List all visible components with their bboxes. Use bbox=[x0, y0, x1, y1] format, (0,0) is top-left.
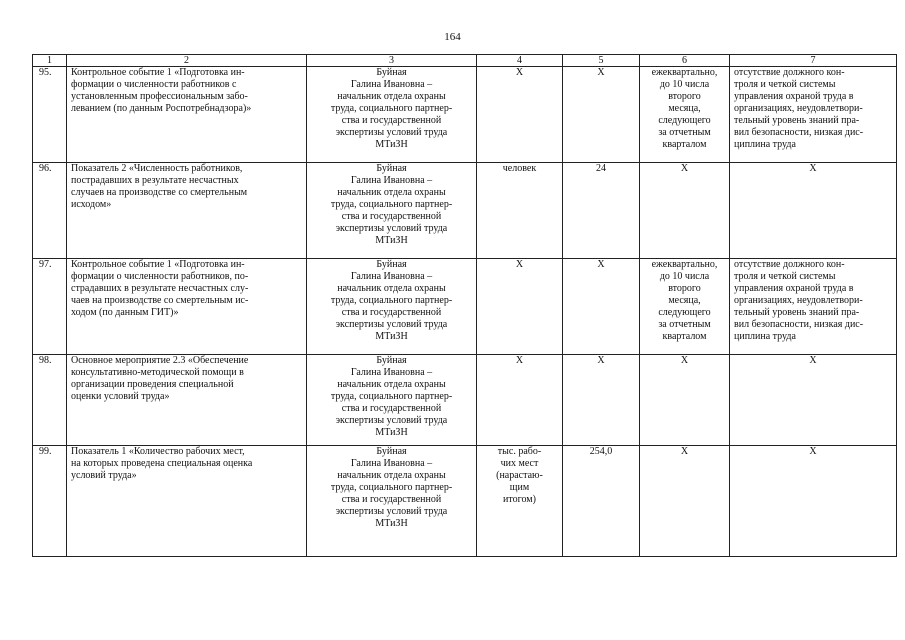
cell-line: экспертизы условий труда bbox=[335, 506, 448, 517]
cell-line: месяца, bbox=[668, 103, 701, 114]
cell-line: начальник отдела охраны bbox=[337, 470, 446, 481]
item-name-cell bbox=[67, 67, 307, 163]
cell-line: щим bbox=[509, 482, 530, 493]
unit-cell bbox=[477, 67, 563, 163]
cell-line: ства и государственной bbox=[341, 307, 442, 318]
cell-line: циплина труда bbox=[734, 139, 796, 150]
cell-line: 24 bbox=[596, 163, 606, 174]
table-row bbox=[33, 67, 897, 163]
cell-line: труда, социального партнер- bbox=[330, 482, 453, 493]
cell-line: оценки условий труда» bbox=[71, 391, 170, 402]
cell-line: труда, социального партнер- bbox=[330, 295, 453, 306]
cell-line: пострадавших в результате несчастных bbox=[71, 175, 239, 186]
risk-cell bbox=[730, 355, 897, 446]
cell-line: организациях, неудовлетвори- bbox=[734, 295, 863, 306]
cell-line: Буйная bbox=[376, 446, 407, 457]
cell-line: экспертизы условий труда bbox=[335, 415, 448, 426]
measures-table bbox=[32, 54, 897, 557]
cell-line: кварталом bbox=[662, 331, 707, 342]
cell-line: экспертизы условий труда bbox=[335, 127, 448, 138]
cell-line: за отчетным bbox=[658, 319, 711, 330]
cell-line: X bbox=[515, 259, 524, 270]
column-header: 6 bbox=[640, 55, 730, 67]
cell-line: начальник отдела охраны bbox=[337, 283, 446, 294]
cell-line: управления охраной труда в bbox=[734, 283, 854, 294]
row-number-cell: 96. bbox=[33, 163, 67, 259]
cell-line: X bbox=[515, 355, 524, 366]
cell-line: случаев на производстве со смертельным bbox=[71, 187, 248, 198]
cell-line: троля и четкой системы bbox=[734, 79, 836, 90]
column-header: 4 bbox=[477, 55, 563, 67]
responsible-cell bbox=[307, 163, 477, 259]
cell-line: МТиЗН bbox=[375, 331, 408, 342]
item-name-cell bbox=[67, 259, 307, 355]
cell-line: троля и четкой системы bbox=[734, 271, 836, 282]
cell-line: начальник отдела охраны bbox=[337, 91, 446, 102]
cell-line: управления охраной труда в bbox=[734, 91, 854, 102]
unit-cell bbox=[477, 355, 563, 446]
cell-line: за отчетным bbox=[658, 127, 711, 138]
cell-line: начальник отдела охраны bbox=[337, 187, 446, 198]
unit-cell bbox=[477, 163, 563, 259]
cell-line: организациях, неудовлетвори- bbox=[734, 103, 863, 114]
cell-line: труда, социального партнер- bbox=[330, 103, 453, 114]
column-header: 2 bbox=[67, 55, 307, 67]
risk-cell bbox=[730, 67, 897, 163]
table-row bbox=[33, 355, 897, 446]
risk-cell bbox=[730, 446, 897, 557]
cell-line: тыс. рабо- bbox=[497, 446, 542, 457]
cell-line: Галина Ивановна – bbox=[350, 79, 433, 90]
cell-line: циплина труда bbox=[734, 331, 796, 342]
cell-line: труда, социального партнер- bbox=[330, 199, 453, 210]
cell-line: Показатель 2 «Численность работников, bbox=[71, 163, 243, 174]
cell-line: МТиЗН bbox=[375, 139, 408, 150]
column-number-row bbox=[33, 55, 897, 67]
table-row bbox=[33, 446, 897, 557]
cell-line: ства и государственной bbox=[341, 115, 442, 126]
cell-line: формации о численности работников, по- bbox=[71, 271, 249, 282]
cell-line: тельный уровень знаний пра- bbox=[734, 307, 860, 318]
cell-line: Основное мероприятие 2.3 «Обеспечение bbox=[71, 355, 249, 366]
cell-line: Контрольное событие 1 «Подготовка ин- bbox=[71, 259, 245, 270]
cell-line: X bbox=[597, 259, 605, 270]
cell-line: следующего bbox=[658, 115, 711, 126]
cell-line: X bbox=[680, 163, 689, 174]
table-row bbox=[33, 163, 897, 259]
cell-line: Галина Ивановна – bbox=[350, 458, 433, 469]
value-cell bbox=[563, 259, 640, 355]
cell-line: до 10 числа bbox=[659, 271, 710, 282]
row-number-cell: 95. bbox=[33, 67, 67, 163]
cell-line: страдавших в результате несчастных слу- bbox=[71, 283, 249, 294]
cell-line: Буйная bbox=[376, 67, 407, 78]
cell-line: X bbox=[809, 446, 817, 457]
row-number-cell: 98. bbox=[33, 355, 67, 446]
cell-line: X bbox=[680, 446, 689, 457]
risk-cell bbox=[730, 259, 897, 355]
deadline-cell bbox=[640, 67, 730, 163]
cell-line: экспертизы условий труда bbox=[335, 319, 448, 330]
cell-line: следующего bbox=[658, 307, 711, 318]
column-header: 7 bbox=[730, 55, 897, 67]
cell-line: Галина Ивановна – bbox=[350, 271, 433, 282]
responsible-cell bbox=[307, 259, 477, 355]
page-number: 164 bbox=[444, 31, 461, 43]
cell-line: условий труда» bbox=[71, 470, 137, 481]
item-name-cell bbox=[67, 446, 307, 557]
cell-line: вил безопасности, низкая дис- bbox=[734, 127, 864, 138]
cell-line: ства и государственной bbox=[341, 494, 442, 505]
value-cell bbox=[563, 355, 640, 446]
item-name-cell bbox=[67, 163, 307, 259]
responsible-cell bbox=[307, 355, 477, 446]
cell-line: ежеквартально, bbox=[651, 259, 718, 270]
cell-line: Показатель 1 «Количество рабочих мест, bbox=[71, 446, 245, 457]
unit-cell bbox=[477, 259, 563, 355]
cell-line: человек bbox=[502, 163, 537, 174]
responsible-cell bbox=[307, 446, 477, 557]
deadline-cell bbox=[640, 355, 730, 446]
cell-line: начальник отдела охраны bbox=[337, 379, 446, 390]
cell-line: ходом (по данным ГИТ)» bbox=[71, 307, 179, 318]
cell-line: МТиЗН bbox=[375, 235, 408, 246]
value-cell bbox=[563, 446, 640, 557]
cell-line: тельный уровень знаний пра- bbox=[734, 115, 860, 126]
deadline-cell bbox=[640, 446, 730, 557]
column-header: 5 bbox=[563, 55, 640, 67]
deadline-cell bbox=[640, 163, 730, 259]
cell-line: консультативно-методической помощи в bbox=[71, 367, 244, 378]
cell-line: леванием (по данным Роспотребнадзора)» bbox=[71, 103, 252, 114]
cell-line: X bbox=[809, 355, 817, 366]
cell-line: кварталом bbox=[662, 139, 707, 150]
cell-line: X bbox=[809, 163, 817, 174]
cell-line: ежеквартально, bbox=[651, 67, 718, 78]
cell-line: формации о численности работников с bbox=[71, 79, 237, 90]
cell-line: ства и государственной bbox=[341, 211, 442, 222]
cell-line: МТиЗН bbox=[375, 427, 408, 438]
unit-cell bbox=[477, 446, 563, 557]
cell-line: Галина Ивановна – bbox=[350, 367, 433, 378]
cell-line: второго bbox=[668, 91, 701, 102]
cell-line: исходом» bbox=[71, 199, 112, 210]
cell-line: Буйная bbox=[376, 259, 407, 270]
cell-line: вил безопасности, низкая дис- bbox=[734, 319, 864, 330]
cell-line: чих мест bbox=[500, 458, 539, 469]
value-cell bbox=[563, 163, 640, 259]
cell-line: организации проведения специальной bbox=[71, 379, 234, 390]
cell-line: установленным профессиональным забо- bbox=[71, 91, 248, 102]
cell-line: месяца, bbox=[668, 295, 701, 306]
row-number-cell: 97. bbox=[33, 259, 67, 355]
cell-line: отсутствие должного кон- bbox=[734, 67, 845, 78]
column-header: 1 bbox=[33, 55, 67, 67]
cell-line: отсутствие должного кон- bbox=[734, 259, 845, 270]
cell-line: 254,0 bbox=[589, 446, 613, 457]
column-header: 3 bbox=[307, 55, 477, 67]
cell-line: на которых проведена специальная оценка bbox=[71, 458, 253, 469]
cell-line: X bbox=[597, 355, 605, 366]
cell-line: Буйная bbox=[376, 355, 407, 366]
cell-line: Контрольное событие 1 «Подготовка ин- bbox=[71, 67, 245, 78]
cell-line: экспертизы условий труда bbox=[335, 223, 448, 234]
cell-line: итогом) bbox=[503, 494, 536, 505]
value-cell bbox=[563, 67, 640, 163]
cell-line: Галина Ивановна – bbox=[350, 175, 433, 186]
table-row bbox=[33, 259, 897, 355]
cell-line: X bbox=[680, 355, 689, 366]
cell-line: X bbox=[597, 67, 605, 78]
cell-line: чаев на производстве со смертельным ис- bbox=[71, 295, 249, 306]
row-number-cell: 99. bbox=[33, 446, 67, 557]
risk-cell bbox=[730, 163, 897, 259]
cell-line: X bbox=[515, 67, 524, 78]
cell-line: до 10 числа bbox=[659, 79, 710, 90]
cell-line: Буйная bbox=[376, 163, 407, 174]
cell-line: (нарастаю- bbox=[496, 470, 543, 481]
item-name-cell bbox=[67, 355, 307, 446]
responsible-cell bbox=[307, 67, 477, 163]
cell-line: труда, социального партнер- bbox=[330, 391, 453, 402]
cell-line: второго bbox=[668, 283, 701, 294]
cell-line: МТиЗН bbox=[375, 518, 408, 529]
deadline-cell bbox=[640, 259, 730, 355]
cell-line: ства и государственной bbox=[341, 403, 442, 414]
